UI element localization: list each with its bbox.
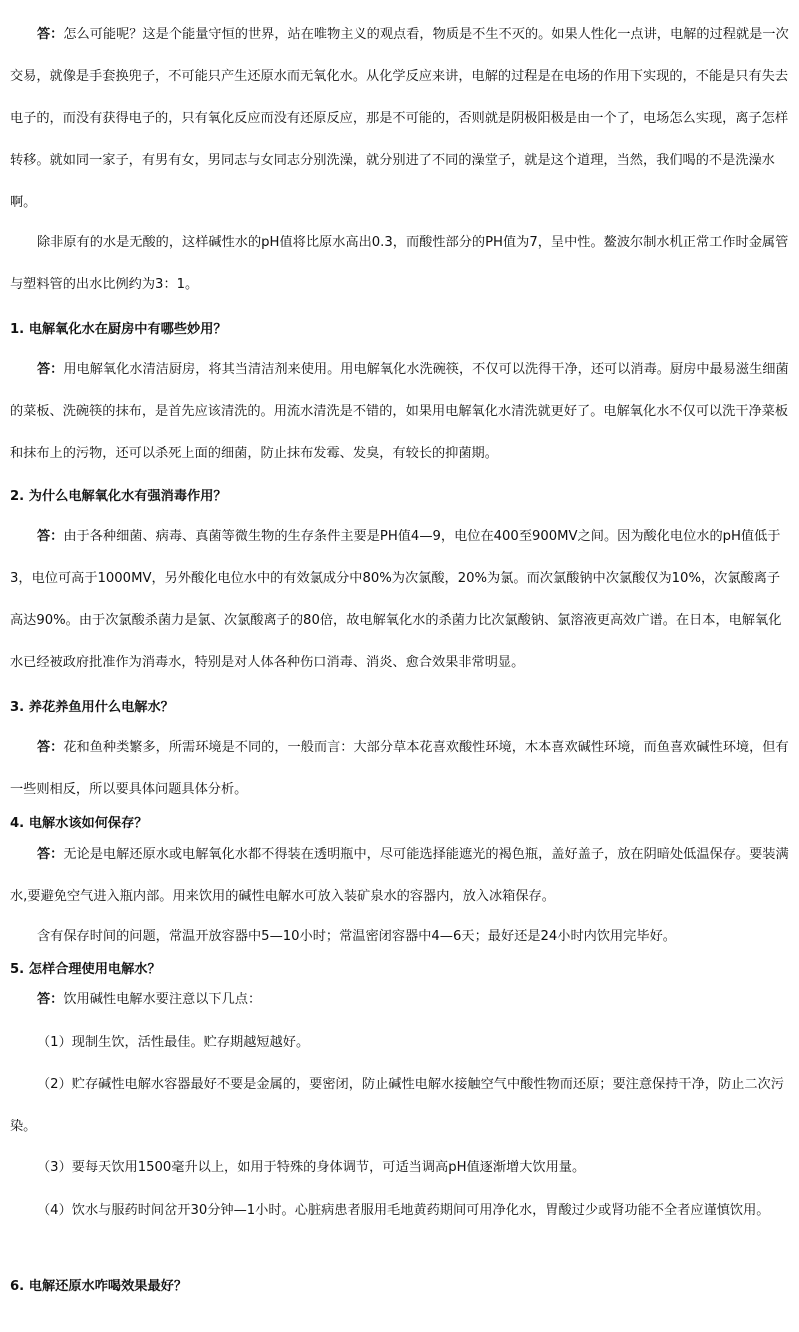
answer-text: 饮用碱性电解水要注意以下几点：	[63, 992, 262, 1007]
answer-5-item-2: （2）贮存碱性电解水容器最好不要是金属的，要密闭，防止碱性电解水接触空气中酸性物而还原；要注意保持干净，防止二次污染。	[10, 1077, 784, 1134]
answer-2	[10, 516, 791, 684]
answer-text: 用电解氧化水清洁厨房，将其当清洁剂来使用。用电解氧化水洗碗筷，不仅可以洗得干净，还可以消毒。厨房中最易滋生细菌的菜板、洗碗筷的抹布，是首先应该清洗的。用流水清洗是不错的，如果用电解氧化水清洗就更好了。电解氧化水不仅可以洗干净菜板和抹布上的污物，还可以杀死上面的细菌，防止抹布发霉、发臭，有较长的抑菌期。	[10, 362, 789, 461]
answer-1	[10, 349, 791, 475]
paragraph-text: 怎么可能呢？这是个能量守恒的世界，站在唯物主义的观点看，物质是不生不灭的。如果人性化一点讲，电解的过程就是一次交易，就像是手套换兜子，不可能只产生还原水而无氧化水。从化学反应来讲，电解的过程是在电场的作用下实现的，不能是只有失去电子的，而没有获得电子的，只有氧化反应而没有还原反应，那是不可能的，否则就是阴极阳极是由一个了，电场怎么实现，离子怎样转移。就如同一家子，有男有女，男同志与女同志分别洗澡，就分别进了不同的澡堂子，就是这个道理，当然，我们喝的不是洗澡水啊。	[10, 27, 789, 210]
answer-label: 答：	[37, 992, 64, 1007]
answer-label: 答：	[37, 362, 64, 377]
answer-5-item-3: （3）要每天饮用1500毫升以上，如用于特殊的身体调节，可适当调高pH值逐渐增大饮用量。	[37, 1160, 586, 1175]
answer-label: 答：	[37, 529, 64, 544]
answer-text: 由于各种细菌、病毒、真菌等微生物的生存条件主要是PH值4—9，电位在400至900MV之间。因为酸化电位水的pH值低于3，电位可高于1000MV，另外酸化电位水中的有效氯成分中80%为次氯酸，20%为氯。而次氯酸钠中次氯酸仅为10%，次氯酸离子高达90%。由于次氯酸杀菌力是氯、次氯酸离子的80倍，故电解氧化水的杀菌力比次氯酸钠、氯溶液更高效广谱。在日本，电解氧化水已经被政府批准作为消毒水，特别是对人体各种伤口消毒、消炎、愈合效果非常明显。	[10, 529, 782, 670]
paragraph-intro	[10, 14, 791, 224]
question-2-heading: 2. 为什么电解氧化水有强消毒作用？	[10, 489, 227, 504]
answer-4-storage-time	[10, 916, 791, 958]
answer-text: 无论是电解还原水或电解氧化水都不得装在透明瓶中，尽可能选择能遮光的褐色瓶，盖好盖子，放在阴暗处低温保存。要装满水,要避免空气进入瓶内部。用来饮用的碱性电解水可放入装矿泉水的容器内，放入冰箱保存。	[10, 847, 789, 904]
question-4-heading: 4. 电解水该如何保存？	[10, 816, 148, 831]
answer-3	[10, 727, 791, 811]
answer-5-item-4: （4）饮水与服药时间岔开30分钟—1小时。心脏病患者服用毛地黄药期间可用净化水，胃酸过少或肾功能不全者应谨慎饮用。	[37, 1203, 770, 1218]
paragraph-ph	[10, 222, 791, 306]
answer-5	[10, 979, 791, 1021]
answer-text: 花和鱼种类繁多，所需环境是不同的，一般而言：大部分草本花喜欢酸性环境，木本喜欢碱性环境，而鱼喜欢碱性环境，但有一些则相反，所以要具体问题具体分析。	[10, 740, 789, 797]
question-1-heading: 1. 电解氧化水在厨房中有哪些妙用？	[10, 322, 227, 337]
question-3-heading: 3. 养花养鱼用什么电解水？	[10, 700, 174, 715]
answer-label: 答：	[37, 27, 64, 42]
question-6-heading: 6. 电解还原水咋喝效果最好？	[10, 1279, 188, 1294]
answer-label: 答：	[37, 847, 64, 862]
question-5-heading: 5. 怎样合理使用电解水？	[10, 962, 161, 977]
answer-4	[10, 834, 791, 918]
answer-text: 含有保存时间的问题，常温开放容器中5—10小时；常温密闭容器中4—6天；最好还是24小时内饮用完毕好。	[37, 929, 676, 944]
paragraph-text: 除非原有的水是无酸的，这样碱性水的pH值将比原水高出0.3，而酸性部分的PH值为7，呈中性。鳌波尔制水机正常工作时金属管与塑料管的出水比例约为3：1。	[10, 235, 789, 292]
answer-label: 答：	[37, 740, 64, 755]
answer-5-item-1: （1）现制生饮，活性最佳。贮存期越短越好。	[37, 1035, 310, 1050]
